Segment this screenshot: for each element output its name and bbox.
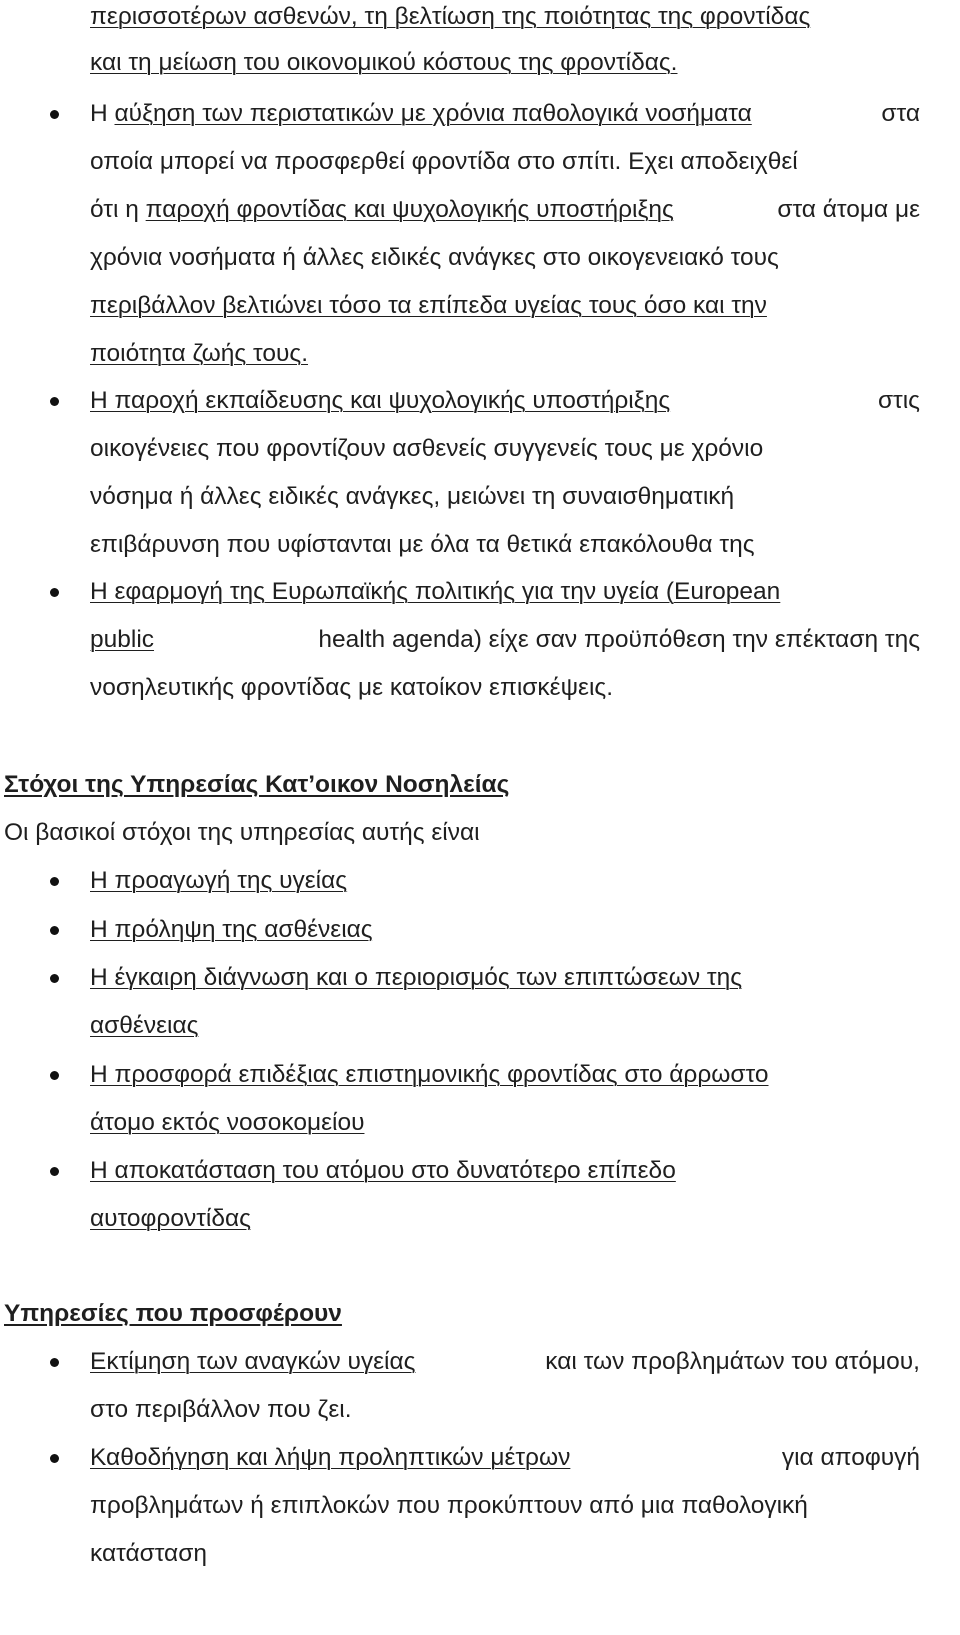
text-line [90, 337, 308, 371]
bullet-icon [50, 1454, 59, 1463]
underlined-text: Η παροχή εκπαίδευσης και ψυχολογικής υποστήριξης [90, 387, 671, 414]
text-line [90, 0, 920, 34]
list-item [90, 1058, 920, 1092]
underlined-text: άτομο εκτός νοσοκομείου [90, 1109, 365, 1136]
list-item-continuation [90, 1106, 364, 1140]
bullet-icon [50, 397, 59, 406]
bullet-icon [50, 1358, 59, 1367]
text-span: για αποφυγή [781, 1444, 920, 1471]
section-intro: Οι βασικοί στόχοι της υπηρεσίας αυτής είναι [4, 819, 480, 846]
text-line [90, 46, 678, 80]
text-line: νόσημα ή άλλες ειδικές ανάγκες, μειώνει τη συναισθηματική [90, 483, 735, 510]
underlined-text: Η πρόληψη της ασθένειας [90, 916, 373, 943]
underlined-text: Η προσφορά επιδέξιας επιστημονικής φροντίδας στο άρρωστο [90, 1061, 769, 1088]
text-span: στις [877, 387, 920, 414]
underlined-text: public [90, 626, 155, 653]
list-item [90, 1441, 920, 1475]
section-heading-goals: Στόχοι της Υπηρεσίας Κατ’οικον Νοσηλείας [4, 771, 510, 798]
underlined-text: ποιότητα ζωής τους. [90, 340, 309, 367]
text-line [90, 623, 920, 657]
list-item-continuation: κατάσταση [90, 1540, 207, 1567]
text-span: Η [90, 100, 115, 127]
text-line [90, 193, 920, 227]
text-span: ότι η [90, 196, 146, 223]
underlined-text: αυτοφροντίδας [90, 1205, 251, 1232]
list-item [90, 864, 347, 898]
list-item [90, 1154, 920, 1188]
text-span: στα [881, 100, 920, 127]
text-line: οποία μπορεί να προσφερθεί φροντίδα στο σπίτι. Εχει αποδειχθεί [90, 148, 798, 175]
text-span: στα άτομα με [777, 196, 920, 223]
list-item [90, 913, 373, 947]
text-line [90, 289, 767, 323]
underlined-text: παροχή φροντίδας και ψυχολογικής υποστήριξης [145, 196, 674, 223]
underlined-text: Η έγκαιρη διάγνωση και ο περιορισμός των επιπτώσεων της [90, 964, 743, 991]
underlined-text: περιβάλλον βελτιώνει τόσο τα επίπεδα υγείας τους όσο και την [90, 292, 767, 319]
section-heading-services: Υπηρεσίες που προσφέρουν [4, 1300, 342, 1327]
text-line: νοσηλευτικής φροντίδας με κατοίκον επισκέψεις. [90, 674, 614, 701]
text-line [90, 384, 920, 418]
bullet-icon [50, 974, 59, 983]
bullet-icon [50, 110, 59, 119]
underlined-text: Η εφαρμογή της Ευρωπαϊκής πολιτικής για την υγεία (European [90, 578, 781, 605]
text-line: χρόνια νοσήματα ή άλλες ειδικές ανάγκες στο οικογενειακό τους [90, 244, 779, 271]
list-item [90, 961, 920, 995]
list-item-continuation [90, 1009, 198, 1043]
text-span: health agenda) είχε σαν προϋπόθεση την επέκταση της [318, 626, 920, 653]
text-line: επιβάρυνση που υφίστανται με όλα τα θετικά επακόλουθα της [90, 531, 755, 558]
text-span: και των προβλημάτων του ατόμου, [545, 1348, 920, 1375]
bullet-icon [50, 1167, 59, 1176]
list-item [90, 1345, 920, 1379]
text-line: οικογένειες που φροντίζουν ασθενείς συγγενείς τους με χρόνιο [90, 435, 764, 462]
list-item-continuation [90, 1202, 251, 1236]
text-line [90, 97, 920, 131]
bullet-icon [50, 588, 59, 597]
underlined-text: Η αποκατάσταση του ατόμου στο δυνατότερο επίπεδο [90, 1157, 676, 1184]
bullet-icon [50, 926, 59, 935]
underlined-text: ασθένειας [90, 1012, 199, 1039]
bullet-icon [50, 1071, 59, 1080]
bullet-icon [50, 877, 59, 886]
underlined-text: και τη μείωση του οικονομικού κόστους της φροντίδας. [90, 49, 678, 76]
list-item-continuation: στο περιβάλλον που ζει. [90, 1396, 352, 1423]
underlined-text: Η προαγωγή της υγείας [90, 867, 348, 894]
underlined-text: Καθοδήγηση και λήψη προληπτικών μέτρων [90, 1444, 571, 1471]
underlined-text: αύξηση των περιστατικών με χρόνια παθολογικά νοσήματα [114, 100, 752, 127]
underlined-text: περισσοτέρων ασθενών, τη βελτίωση της ποιότητας της φροντίδας [90, 3, 811, 30]
underlined-text: Εκτίμηση των αναγκών υγείας [90, 1348, 416, 1375]
text-line [90, 575, 780, 609]
list-item-continuation: προβλημάτων ή επιπλοκών που προκύπτουν από μια παθολογική [90, 1492, 808, 1519]
